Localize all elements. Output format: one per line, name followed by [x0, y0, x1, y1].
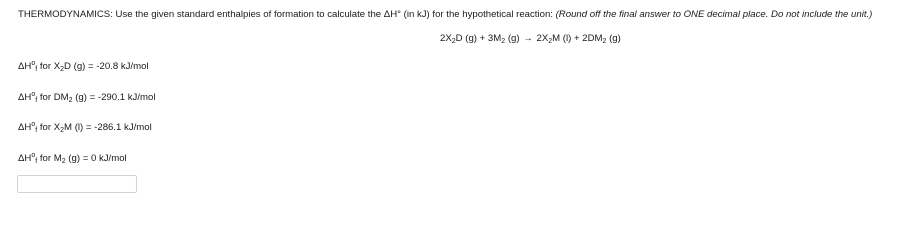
formation-subscript: f [35, 97, 38, 104]
enthalpy-sub: 2 [60, 127, 65, 134]
chemical-equation [440, 33, 621, 45]
formation-subscript: f [35, 127, 38, 134]
product-1-coef: 2X [533, 33, 549, 44]
product-1-rest: M (l) + 2DM [552, 33, 603, 44]
enthalpy-sub: 2 [61, 158, 66, 165]
enthalpy-label: for M [39, 153, 62, 164]
answer-input[interactable] [17, 175, 137, 193]
enthalpy-sub: 2 [60, 66, 65, 73]
enthalpy-value: M (l) = -286.1 kJ/mol [64, 122, 152, 133]
product-2-rest: (g) [606, 33, 621, 44]
degree-symbol: o [31, 152, 36, 159]
question-text [18, 9, 918, 21]
reactant-1-coef: 2X [440, 33, 452, 44]
enthalpy-label: for X [39, 61, 61, 72]
degree-symbol: o [31, 91, 36, 98]
reactant-1-rest: D (g) + 3M [455, 33, 502, 44]
enthalpy-label: for DM [39, 92, 69, 103]
reaction-arrow: → [523, 33, 533, 44]
delta-h-symbol: ΔH [18, 61, 32, 72]
enthalpy-value: (g) = 0 kJ/mol [65, 153, 127, 164]
degree-symbol: o [31, 60, 36, 67]
delta-h-symbol: ΔH [18, 122, 32, 133]
enthalpy-value: (g) = -290.1 kJ/mol [72, 92, 156, 103]
degree-symbol: o [31, 121, 36, 128]
enthalpy-x2d [18, 61, 149, 73]
delta-h-symbol: ΔH [18, 92, 32, 103]
question-prompt: THERMODYNAMICS: Use the given standard enthalpies of formation to calculate the ΔH° (in kJ) for the hypothetical reaction: [18, 9, 556, 20]
delta-h-symbol: ΔH [18, 153, 32, 164]
enthalpy-value: D (g) = -20.8 kJ/mol [64, 61, 149, 72]
reactant-2-sub: 2 [501, 38, 506, 45]
question-hint: (Round off the final answer to ONE decimal place. Do not include the unit.) [555, 9, 873, 20]
enthalpy-x2m [18, 122, 152, 134]
product-2-sub: 2 [602, 38, 607, 45]
product-1-sub: 2 [548, 38, 553, 45]
formation-subscript: f [35, 66, 38, 73]
enthalpy-sub: 2 [68, 97, 73, 104]
reactant-1-sub: 2 [451, 38, 456, 45]
enthalpy-m2 [18, 153, 127, 165]
enthalpy-label: for X [39, 122, 61, 133]
enthalpy-dm2 [18, 92, 155, 104]
reactant-2-rest: (g) [505, 33, 523, 44]
formation-subscript: f [35, 158, 38, 165]
